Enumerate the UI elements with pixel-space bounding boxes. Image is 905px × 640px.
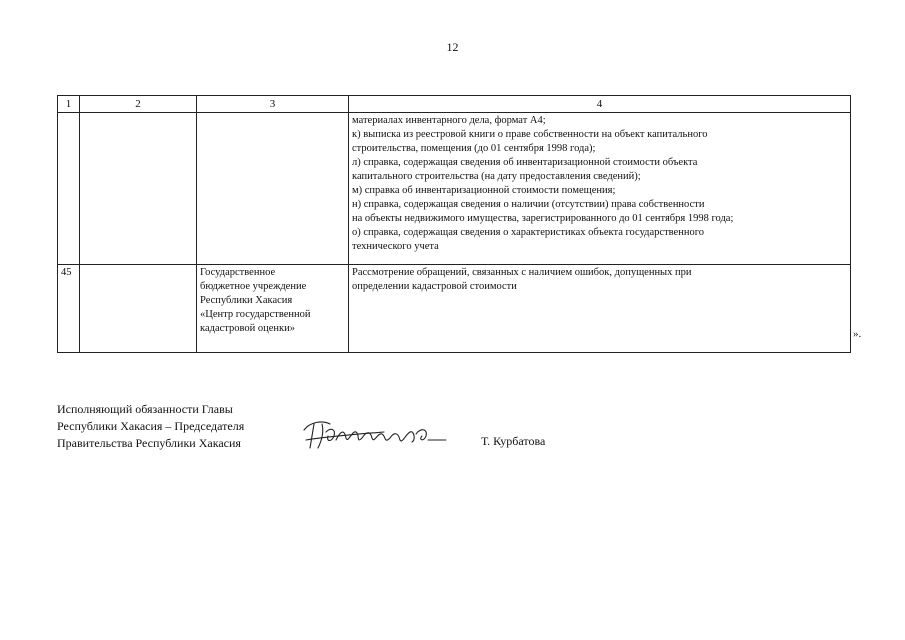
table-header-cell: 1 — [58, 96, 80, 113]
closing-quote-mark: ». — [853, 328, 862, 340]
table-header-cell: 2 — [80, 96, 197, 113]
list-line: технического учета — [352, 241, 439, 252]
list-line: на объекты недвижимого имущества, зарегистрированного до 01 сентября 1998 года; — [352, 213, 734, 224]
position-line: Республики Хакасия – Председателя — [57, 419, 245, 433]
organization-cell — [197, 265, 349, 353]
page-number: 12 — [446, 40, 459, 54]
list-line: л) справка, содержащая сведения об инвентаризационной стоимости объекта — [352, 157, 698, 168]
list-line: капитального строительства (на дату предоставления сведений); — [352, 171, 641, 182]
table-row — [58, 265, 851, 353]
document-list-cell — [349, 113, 851, 265]
list-line: материалах инвентарного дела, формат А4; — [352, 115, 546, 126]
org-line: «Центр государственной — [200, 309, 311, 320]
signatory-position — [57, 401, 244, 452]
table-header-cell: 3 — [197, 96, 349, 113]
table-cell — [80, 113, 197, 265]
list-line: м) справка об инвентаризационной стоимости помещения; — [352, 185, 616, 196]
position-line: Правительства Республики Хакасия — [57, 436, 241, 450]
service-cell — [349, 265, 851, 353]
org-line: бюджетное учреждение — [200, 281, 307, 292]
position-line: Исполняющий обязанности Главы — [57, 402, 233, 416]
list-line: строительства, помещения (до 01 сентября 1998 года); — [352, 143, 596, 154]
list-line: н) справка, содержащая сведения о наличии (отсутствии) права собственности — [352, 199, 705, 210]
service-line: определении кадастровой стоимости — [352, 281, 517, 292]
document-table — [57, 95, 851, 353]
signer-name: Т. Курбатова — [481, 434, 546, 448]
table-header-row — [58, 96, 851, 113]
table-cell — [197, 113, 349, 265]
list-line: к) выписка из реестровой книги о праве собственности на объект капитального — [352, 129, 708, 140]
org-line: кадастровой оценки» — [200, 323, 295, 334]
row-number-cell: 45 — [58, 265, 80, 353]
handwritten-signature — [300, 410, 450, 455]
org-line: Государственное — [200, 267, 276, 278]
table-cell — [80, 265, 197, 353]
row-number-cell — [58, 113, 80, 265]
table-row — [58, 113, 851, 265]
list-line: о) справка, содержащая сведения о характеристиках объекта государственного — [352, 227, 705, 238]
service-line: Рассмотрение обращений, связанных с наличием ошибок, допущенных при — [352, 267, 692, 278]
org-line: Республики Хакасия — [200, 295, 293, 306]
table-header-cell: 4 — [349, 96, 851, 113]
